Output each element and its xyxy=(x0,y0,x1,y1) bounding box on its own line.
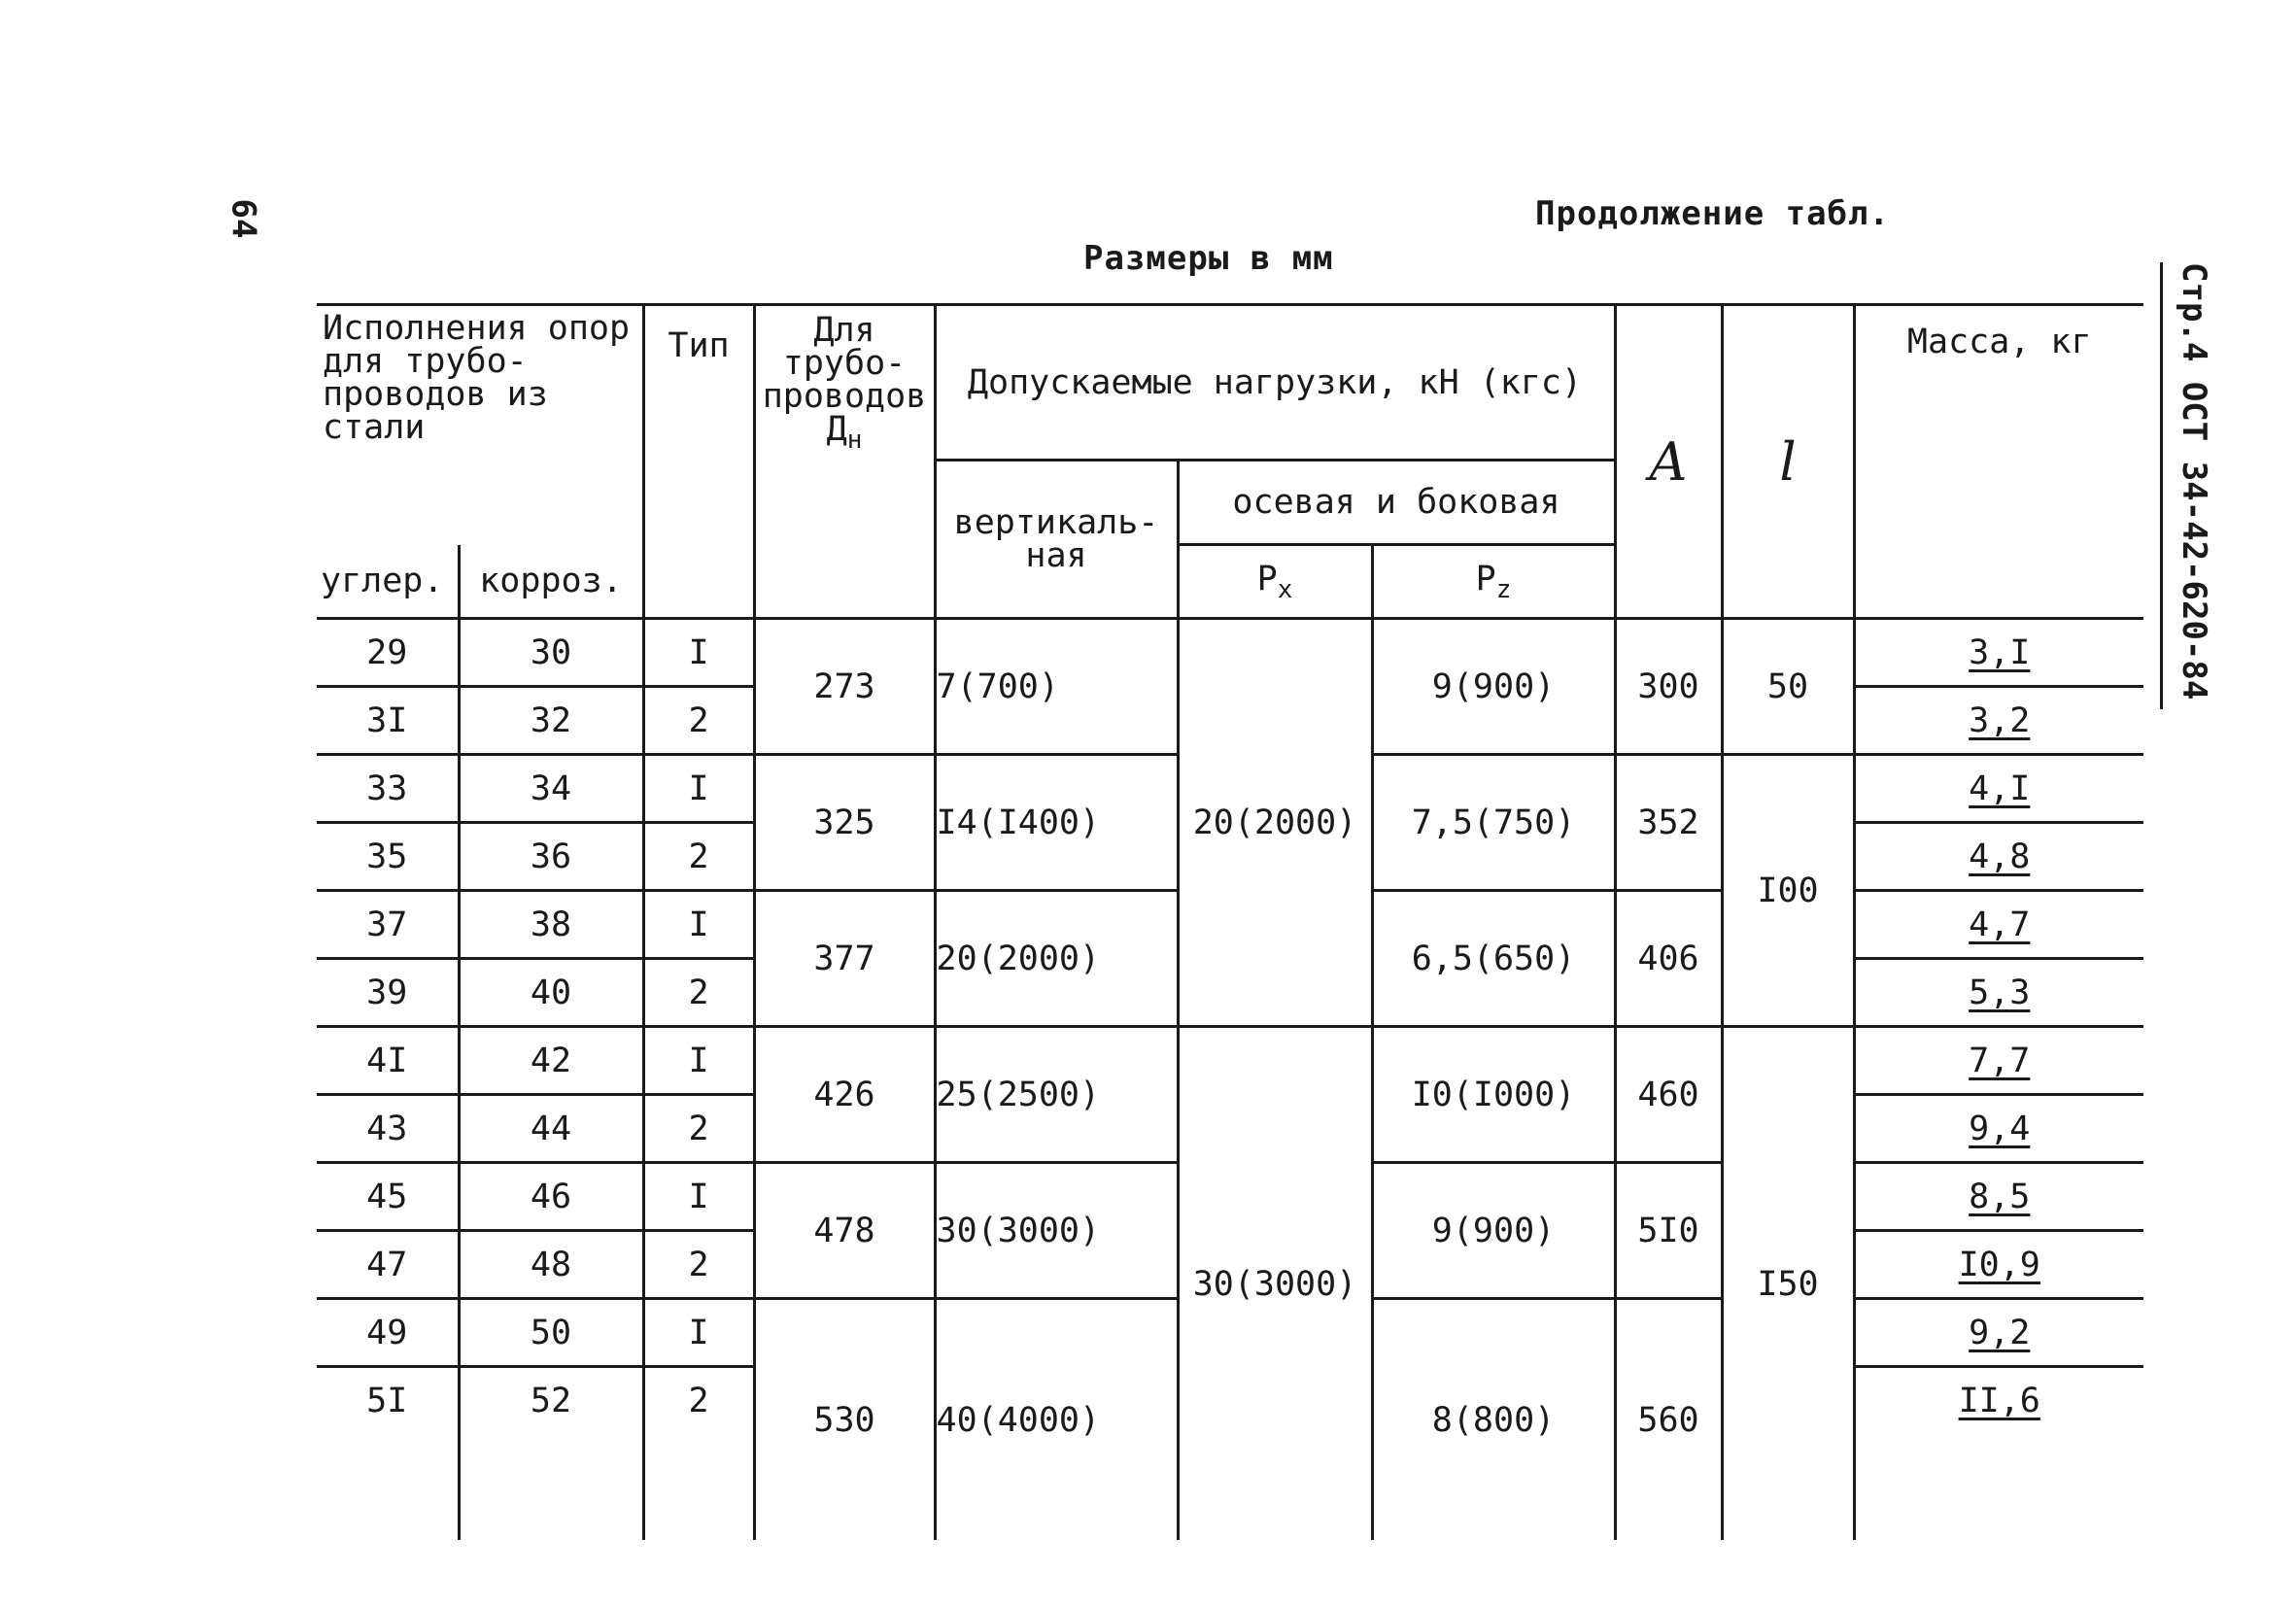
header-pipe-dia-symbol xyxy=(756,410,934,457)
header-px-sub: x xyxy=(1277,574,1293,604)
cell-px: 20(2000) xyxy=(1178,619,1372,1027)
header-pipe-dia-sub: н xyxy=(846,426,863,455)
cell-mass: 9,4 xyxy=(1854,1095,2143,1163)
cell-corrosion: 52 xyxy=(459,1367,643,1541)
header-carbon: углер. xyxy=(317,545,459,619)
cell-type: 2 xyxy=(643,687,754,755)
header-pz xyxy=(1372,545,1615,619)
cell-type: 2 xyxy=(643,823,754,891)
cell-mass: 9,2 xyxy=(1854,1299,2143,1367)
cell-corrosion: 40 xyxy=(459,959,643,1027)
cell-mass: 3,I xyxy=(1854,619,2143,687)
units-label: Размеры в мм xyxy=(1083,239,1334,278)
cell-vertical: 20(2000) xyxy=(935,891,1178,1027)
cell-a: 352 xyxy=(1615,755,1722,891)
sidebar-stamp-text: Стр.4 ОСТ 34-42-620-84 xyxy=(2175,262,2213,700)
cell-carbon: 43 xyxy=(317,1095,459,1163)
cell-type: I xyxy=(643,1027,754,1095)
cell-carbon: 33 xyxy=(317,755,459,823)
header-pipe-dia-text: Для трубо-проводов xyxy=(762,311,927,416)
cell-carbon: 39 xyxy=(317,959,459,1027)
cell-pz: I0(I000) xyxy=(1372,1027,1615,1163)
cell-a: 5I0 xyxy=(1615,1163,1722,1299)
cell-type: 2 xyxy=(643,1095,754,1163)
cell-mass: 8,5 xyxy=(1854,1163,2143,1231)
cell-mass: 4,I xyxy=(1854,755,2143,823)
cell-vertical: I4(I400) xyxy=(935,755,1178,891)
cell-vertical: 7(700) xyxy=(935,619,1178,755)
cell-a: 560 xyxy=(1615,1299,1722,1541)
cell-pipe-dia: 426 xyxy=(754,1027,935,1163)
cell-mass: I0,9 xyxy=(1854,1231,2143,1299)
sidebar-stamp xyxy=(2160,262,2211,709)
cell-mass: 3,2 xyxy=(1854,687,2143,755)
cell-a: 460 xyxy=(1615,1027,1722,1163)
continuation-label: Продолжение табл. xyxy=(1535,194,1890,233)
cell-corrosion: 36 xyxy=(459,823,643,891)
header-pipe-dia xyxy=(754,305,935,619)
cell-pz: 7,5(750) xyxy=(1372,755,1615,891)
table-row xyxy=(317,619,2143,687)
cell-type: I xyxy=(643,619,754,687)
specification-table xyxy=(317,303,2143,1540)
header-type: Тип xyxy=(643,305,754,619)
cell-type: I xyxy=(643,891,754,959)
cell-corrosion: 48 xyxy=(459,1231,643,1299)
cell-pipe-dia: 325 xyxy=(754,755,935,891)
cell-corrosion: 46 xyxy=(459,1163,643,1231)
cell-pipe-dia: 377 xyxy=(754,891,935,1027)
header-pz-letter: P xyxy=(1475,559,1496,598)
header-corrosion: корроз. xyxy=(459,545,643,619)
cell-type: 2 xyxy=(643,1231,754,1299)
cell-mass: 5,3 xyxy=(1854,959,2143,1027)
cell-l: I50 xyxy=(1722,1027,1854,1541)
cell-px: 30(3000) xyxy=(1178,1027,1372,1541)
cell-a: 300 xyxy=(1615,619,1722,755)
cell-corrosion: 30 xyxy=(459,619,643,687)
header-px xyxy=(1178,545,1372,619)
header-px-letter: P xyxy=(1256,559,1278,598)
page-number: 64 xyxy=(223,198,263,239)
cell-carbon: 49 xyxy=(317,1299,459,1367)
cell-corrosion: 44 xyxy=(459,1095,643,1163)
header-loads-group: Допускаемые нагрузки, кН (кгс) xyxy=(935,305,1615,461)
cell-mass: 4,7 xyxy=(1854,891,2143,959)
cell-type: 2 xyxy=(643,959,754,1027)
cell-pipe-dia: 273 xyxy=(754,619,935,755)
table-body xyxy=(317,619,2143,1541)
header-axial-lateral: осевая и боковая xyxy=(1178,461,1615,545)
cell-type: 2 xyxy=(643,1367,754,1541)
header-pipe-dia-letter: Д xyxy=(826,410,847,449)
cell-mass: 7,7 xyxy=(1854,1027,2143,1095)
cell-type: I xyxy=(643,1163,754,1231)
table-row xyxy=(317,1027,2143,1095)
cell-carbon: 37 xyxy=(317,891,459,959)
cell-vertical: 25(2500) xyxy=(935,1027,1178,1163)
cell-vertical: 30(3000) xyxy=(935,1163,1178,1299)
cell-mass: 4,8 xyxy=(1854,823,2143,891)
cell-pz: 9(900) xyxy=(1372,1163,1615,1299)
cell-carbon: 47 xyxy=(317,1231,459,1299)
cell-corrosion: 38 xyxy=(459,891,643,959)
cell-mass: II,6 xyxy=(1958,1381,2040,1420)
cell-corrosion: 50 xyxy=(459,1299,643,1367)
cell-type: I xyxy=(643,755,754,823)
cell-carbon: 5I xyxy=(317,1367,459,1541)
cell-type: I xyxy=(643,1299,754,1367)
cell-pz: 9(900) xyxy=(1372,619,1615,755)
cell-l: I00 xyxy=(1722,755,1854,1027)
cell-corrosion: 42 xyxy=(459,1027,643,1095)
header-a: А xyxy=(1615,305,1722,619)
cell-pz: 8(800) xyxy=(1372,1299,1615,1541)
cell-carbon: 4I xyxy=(317,1027,459,1095)
cell-vertical: 40(4000) xyxy=(935,1299,1178,1541)
cell-corrosion: 34 xyxy=(459,755,643,823)
header-versions-group: Исполнения опор для трубо-проводов из стали xyxy=(317,305,643,545)
cell-carbon: 45 xyxy=(317,1163,459,1231)
header-pz-sub: z xyxy=(1495,574,1512,604)
header-vertical: вертикаль-ная xyxy=(935,461,1178,619)
cell-carbon: 3I xyxy=(317,687,459,755)
header-mass: Масса, кг xyxy=(1854,305,2143,619)
cell-pz: 6,5(650) xyxy=(1372,891,1615,1027)
cell-pipe-dia: 530 xyxy=(754,1299,935,1541)
cell-carbon: 35 xyxy=(317,823,459,891)
cell-pipe-dia: 478 xyxy=(754,1163,935,1299)
header-l: l xyxy=(1722,305,1854,619)
cell-carbon: 29 xyxy=(317,619,459,687)
cell-corrosion: 32 xyxy=(459,687,643,755)
cell-l: 50 xyxy=(1722,619,1854,755)
cell-a: 406 xyxy=(1615,891,1722,1027)
